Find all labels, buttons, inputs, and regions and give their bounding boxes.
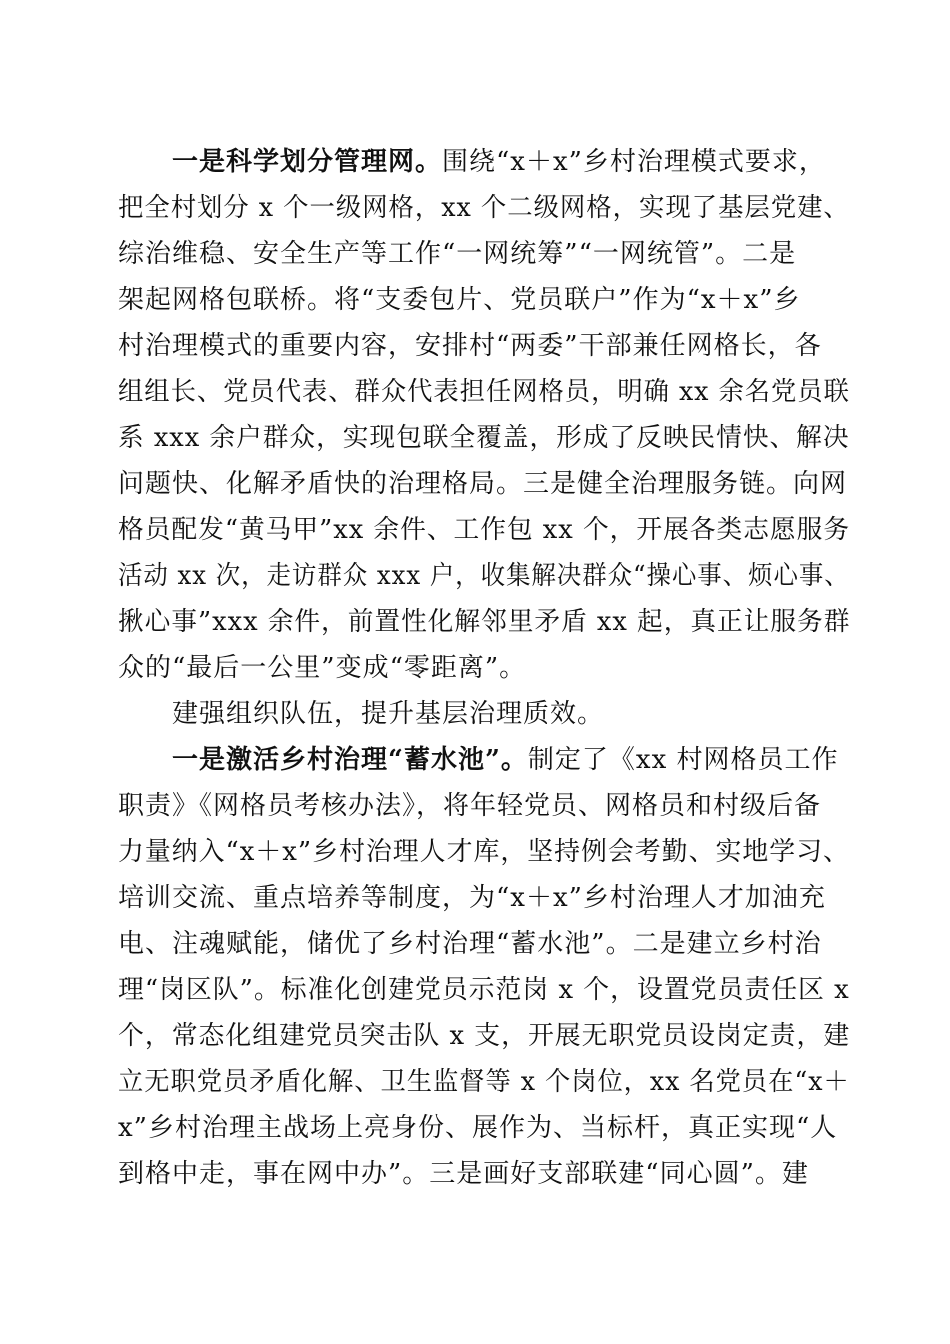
text-line-14 (172, 738, 839, 782)
line-text: 问题快、化解矛盾快的治理格局。三是健全治理服务链。向网 (118, 469, 848, 499)
text-line-10 (118, 554, 850, 598)
text-line-16 (118, 830, 850, 874)
text-line-5 (118, 324, 822, 368)
line-text: 系 xxx 余户群众，实现包联全覆盖，形成了反映民情快、解决 (118, 423, 850, 453)
line-text: 培训交流、重点培养等制度，为“x＋x”乡村治理人才加油充 (118, 883, 826, 913)
line-text: 格员配发“黄马甲”xx 余件、工作包 xx 个，开展各类志愿服务 (118, 515, 851, 545)
text-line-23 (118, 1152, 809, 1196)
text-line-4 (118, 278, 801, 322)
line-text: 综治维稳、安全生产等工作“一网统筹”“一网统管”。二是 (118, 239, 797, 269)
text-line-21 (118, 1060, 850, 1104)
text-line-9 (118, 508, 850, 552)
text-line-2 (118, 186, 850, 230)
text-line-11 (118, 600, 850, 644)
line-text: 揪心事”xxx 余件，前置性化解邻里矛盾 xx 起，真正让服务群 (118, 607, 851, 637)
line-text: 电、注魂赋能，储优了乡村治理“蓄水池”。二是建立乡村治 (118, 929, 822, 959)
line-text: x”乡村治理主战场上亮身份、展作为、当标杆，真正实现“人 (118, 1113, 838, 1143)
text-line-7 (118, 416, 850, 460)
text-line-1 (172, 140, 826, 184)
line-text: 力量纳入“x＋x”乡村治理人才库，坚持例会考勤、实地学习、 (118, 837, 850, 867)
line-text: 组组长、党员代表、群众代表担任网格员，明确 xx 余名党员联 (118, 377, 850, 407)
text-line-12 (118, 646, 526, 690)
line-text: 众的“最后一公里”变成“零距离”。 (118, 653, 527, 683)
text-line-18 (118, 922, 822, 966)
text-line-19 (118, 968, 850, 1012)
line-text: 围绕“x＋x”乡村治理模式要求， (442, 147, 826, 177)
line-lead-bold: 一是科学划分管理网。 (172, 147, 443, 177)
line-text: 村治理模式的重要内容，安排村“两委”干部兼任网格长，各 (118, 331, 822, 361)
text-line-6 (118, 370, 850, 414)
text-line-8 (118, 462, 847, 506)
line-text: 职责》《网格员考核办法》，将年轻党员、网格员和村级后备 (118, 791, 822, 821)
text-line-20 (118, 1014, 850, 1058)
line-text: 活动 xx 次，走访群众 xxx 户，收集解决群众“操心事、烦心事、 (118, 561, 850, 591)
line-text: 个，常态化组建党员突击队 x 支，开展无职党员设岗定责，建 (118, 1021, 851, 1051)
text-line-13 (172, 692, 604, 736)
text-line-15 (118, 784, 821, 828)
line-text: 建强组织队伍，提升基层治理质效。 (172, 699, 605, 729)
line-text: 立无职党员矛盾化解、卫生监督等 x 个岗位，xx 名党员在“x＋ (118, 1067, 850, 1097)
text-line-3 (118, 232, 796, 276)
text-line-22 (118, 1106, 837, 1150)
line-text: 到格中走，事在网中办”。三是画好支部联建“同心圆”。建 (118, 1159, 809, 1189)
text-line-17 (118, 876, 826, 920)
line-text: 制定了《xx 村网格员工作 (527, 745, 839, 775)
line-text: 把全村划分 x 个一级网格，xx 个二级网格，实现了基层党建、 (118, 193, 850, 223)
line-lead-bold: 一是激活乡村治理“蓄水池”。 (172, 745, 528, 775)
line-text: 架起网格包联桥。将“支委包片、党员联户”作为“x＋x”乡 (118, 285, 801, 315)
line-text: 理“岗区队”。标准化创建党员示范岗 x 个，设置党员责任区 x (118, 975, 850, 1005)
